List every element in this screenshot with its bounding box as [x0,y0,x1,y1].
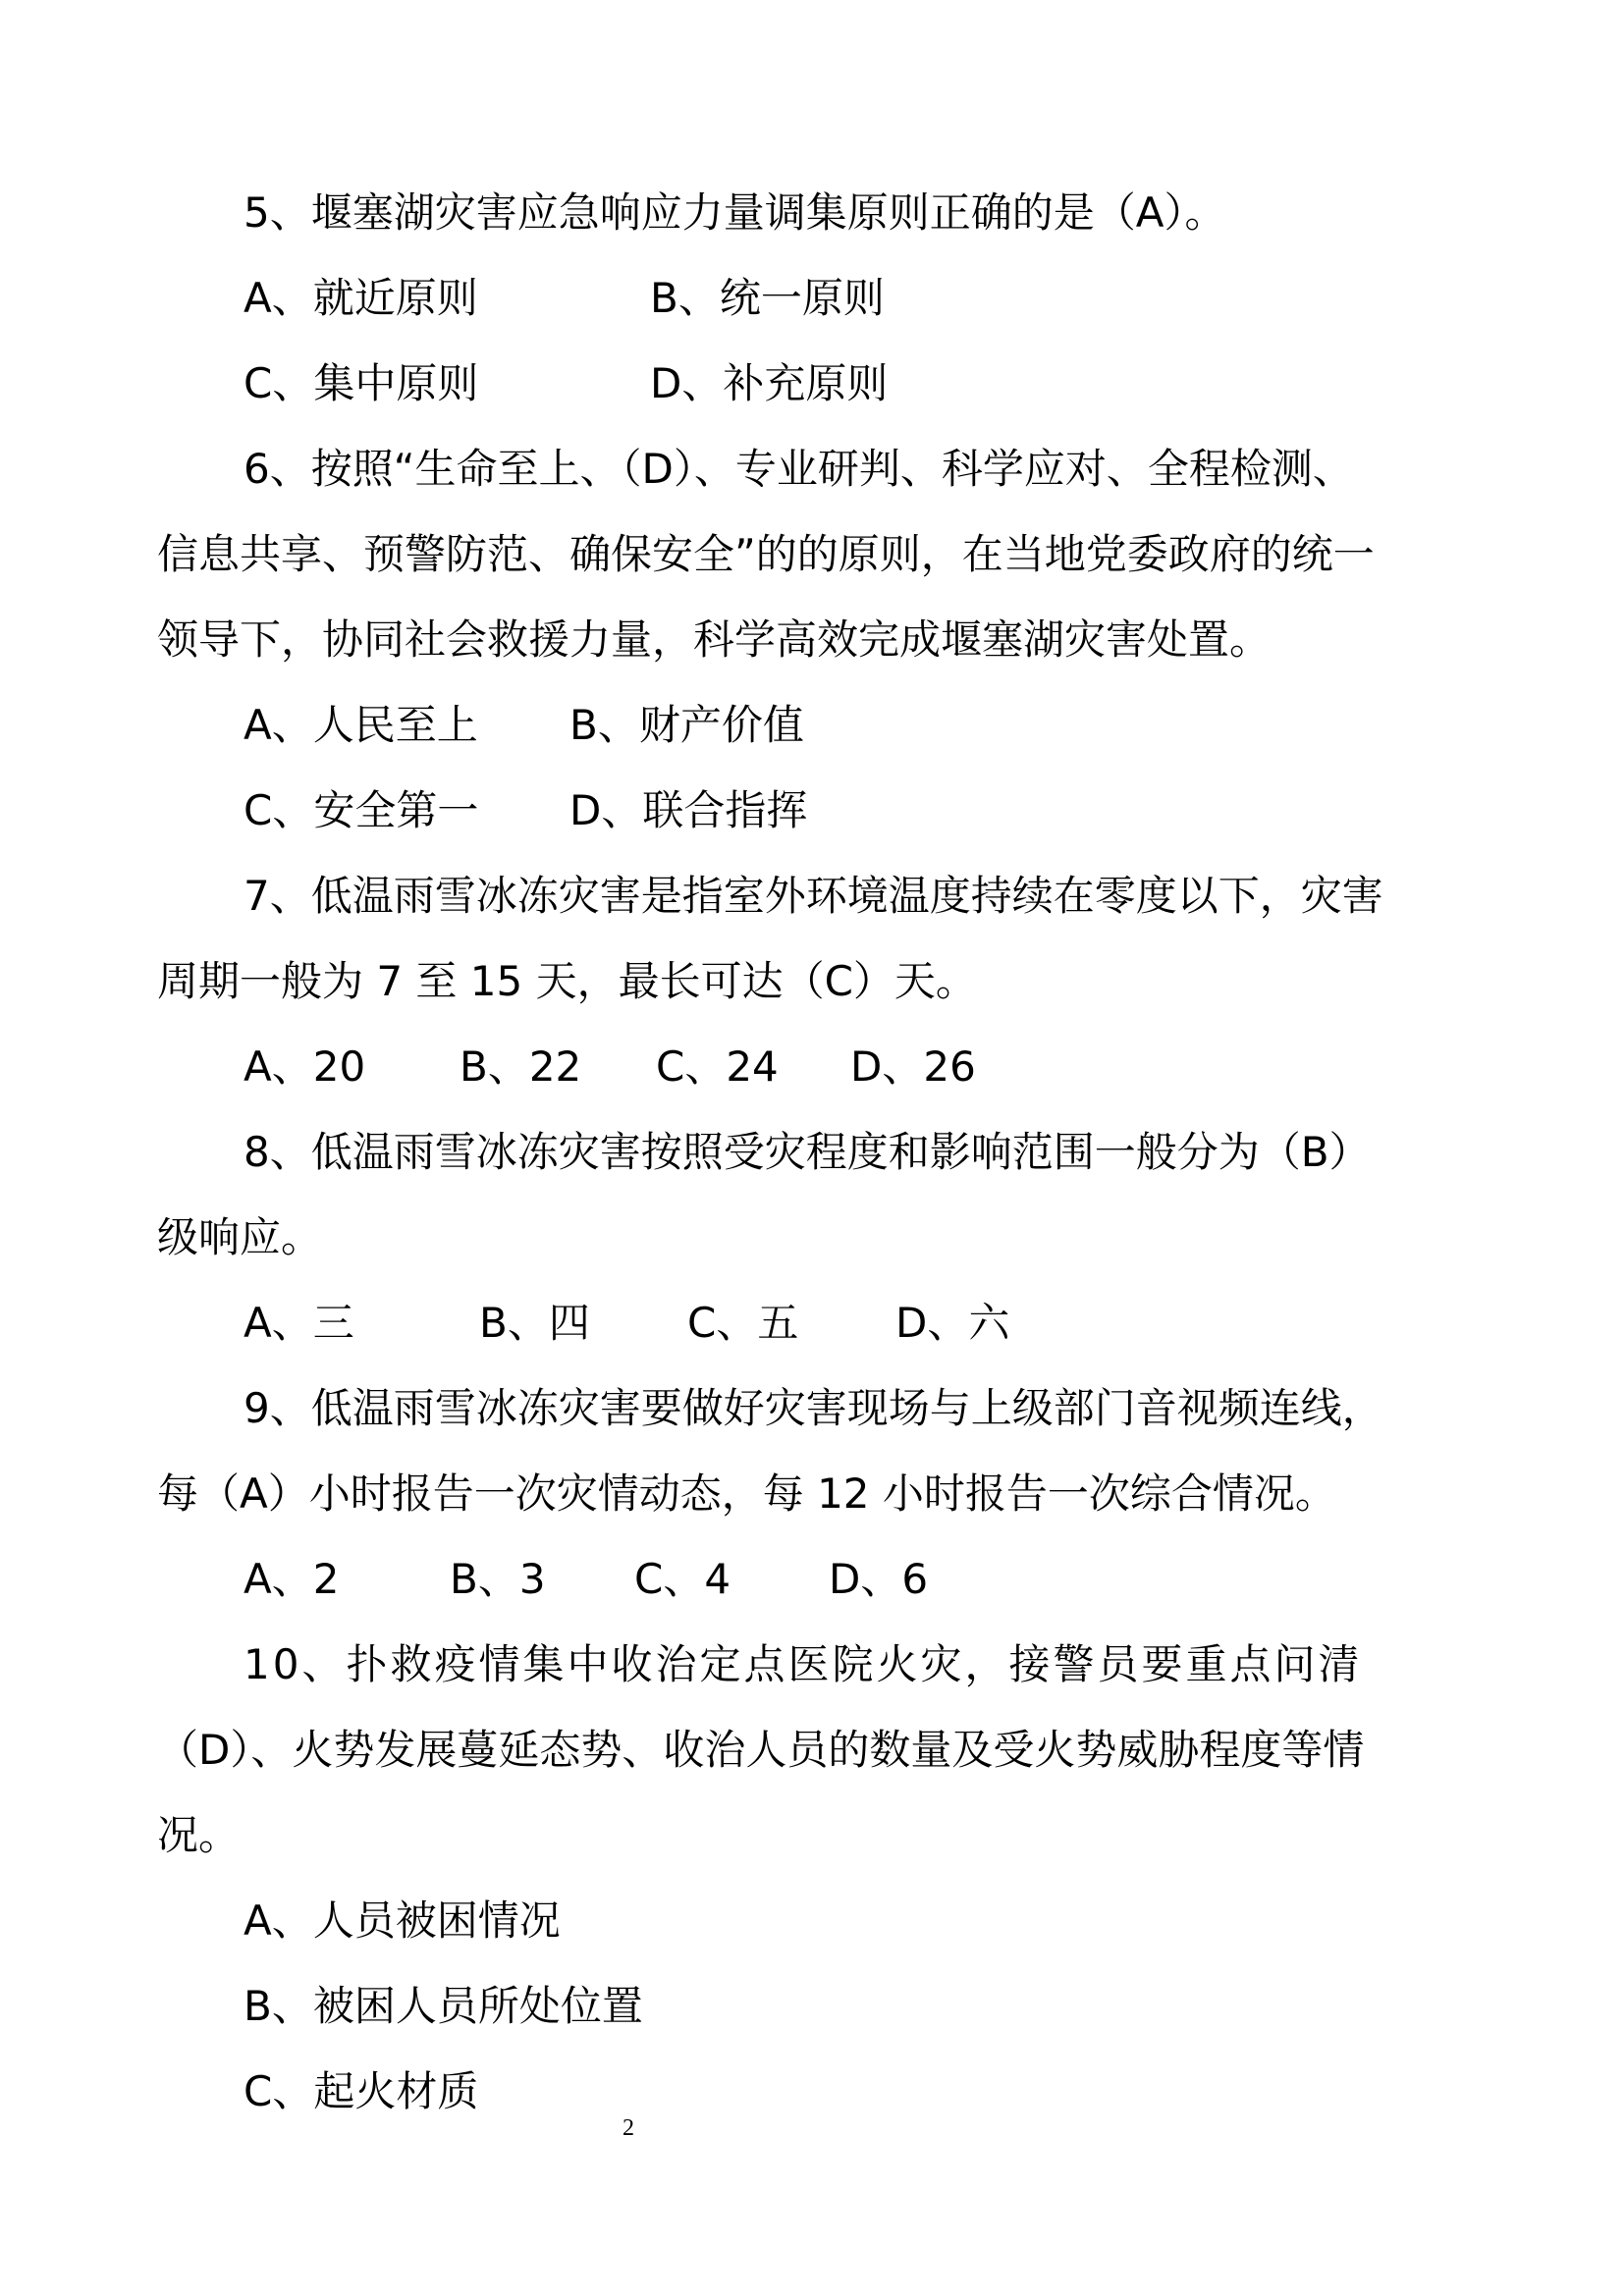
question-9-line-2 [0,1460,1624,1528]
question-7-options-row [0,1033,1624,1101]
question-6-option-a: A、人民至上 [244,701,478,749]
question-9-options-row [0,1545,1624,1614]
question-10-option-b: B、被困人员所处位置 [244,1982,643,2030]
question-10-line-3 [0,1801,1624,1870]
question-8-line-2 [0,1203,1624,1272]
question-10-option-c: C、起火材质 [244,2067,479,2115]
question-6-stem-line-3: 领导下，协同社会救援力量，科学高效完成堰塞湖灾害处置。 [157,615,1272,664]
question-10-option-a: A、人员被困情况 [244,1896,561,1945]
question-10-line-2 [0,1716,1624,1785]
question-8-stem-line-1: 8、低温雨雪冰冻灾害按照受灾程度和影响范围一般分为（B） [244,1128,1371,1176]
question-6-option-d: D、联合指挥 [569,786,808,834]
question-10-option-a-row [0,1887,1624,1955]
question-6-line-3 [0,606,1624,674]
question-9-line-1 [0,1374,1624,1443]
question-10-stem-line-3: 况。 [157,1811,241,1859]
question-8-option-d: D、六 [895,1299,1010,1347]
question-5-option-c: C、集中原则 [244,359,479,407]
question-7-option-c: C、24 [656,1042,779,1091]
question-6-options-row-1 [0,691,1624,760]
question-7-stem-line-2: 周期一般为 7 至 15 天，最长可达（C）天。 [157,957,977,1005]
question-7-line-2 [0,947,1624,1016]
question-9-option-c: C、4 [634,1555,731,1603]
question-5-options-row-2 [0,349,1624,418]
question-6-stem-line-2: 信息共享、预警防范、确保安全”的的原则，在当地党委政府的统一 [157,530,1375,578]
question-6-stem-line-1: 6、按照“生命至上、（D）、专业研判、科学应对、全程检测、 [244,445,1354,493]
question-5-line-1 [0,179,1624,247]
question-6-options-row-2 [0,776,1624,845]
question-5-stem: 5、堰塞湖灾害应急响应力量调集原则正确的是（A）。 [244,188,1226,237]
question-6-option-b: B、财产价值 [569,701,804,749]
question-9-stem-line-1: 9、低温雨雪冰冻灾害要做好灾害现场与上级部门音视频连线， [244,1384,1383,1432]
question-9-option-d: D、6 [829,1555,929,1603]
question-7-option-d: D、26 [850,1042,976,1091]
question-8-option-c: C、五 [687,1299,799,1347]
question-10-line-1 [0,1630,1624,1699]
question-10-stem-line-1: 10、扑救疫情集中收治定点医院火灾，接警员要重点问清 [244,1640,1363,1688]
question-5-option-d: D、补充原则 [650,359,889,407]
question-8-option-a: A、三 [244,1299,354,1347]
question-5-option-a: A、就近原则 [244,274,478,322]
question-7-option-a: A、20 [244,1042,366,1091]
question-9-option-b: B、3 [450,1555,546,1603]
question-8-line-1 [0,1118,1624,1187]
question-6-line-2 [0,520,1624,589]
question-7-stem-line-1: 7、低温雨雪冰冻灾害是指室外环境温度持续在零度以下，灾害 [244,872,1383,920]
question-7-line-1 [0,862,1624,931]
page-number: 2 [623,2115,634,2141]
question-8-stem-line-2: 级响应。 [157,1213,323,1261]
question-5-options-row-1 [0,264,1624,333]
question-8-options-row [0,1289,1624,1358]
question-6-line-1 [0,435,1624,504]
question-9-stem-line-2: 每（A）小时报告一次灾情动态，每 12 小时报告一次综合情况。 [157,1469,1336,1518]
question-10-option-b-row [0,1972,1624,2041]
question-5-option-b: B、统一原则 [650,274,885,322]
question-6-option-c: C、安全第一 [244,786,479,834]
question-8-option-b: B、四 [479,1299,590,1347]
question-10-option-c-row [0,2057,1624,2126]
question-7-option-b: B、22 [460,1042,582,1091]
question-10-stem-line-2: （D）、火势发展蔓延态势、收治人员的数量及受火势威胁程度等情 [157,1726,1365,1774]
question-9-option-a: A、2 [244,1555,340,1603]
